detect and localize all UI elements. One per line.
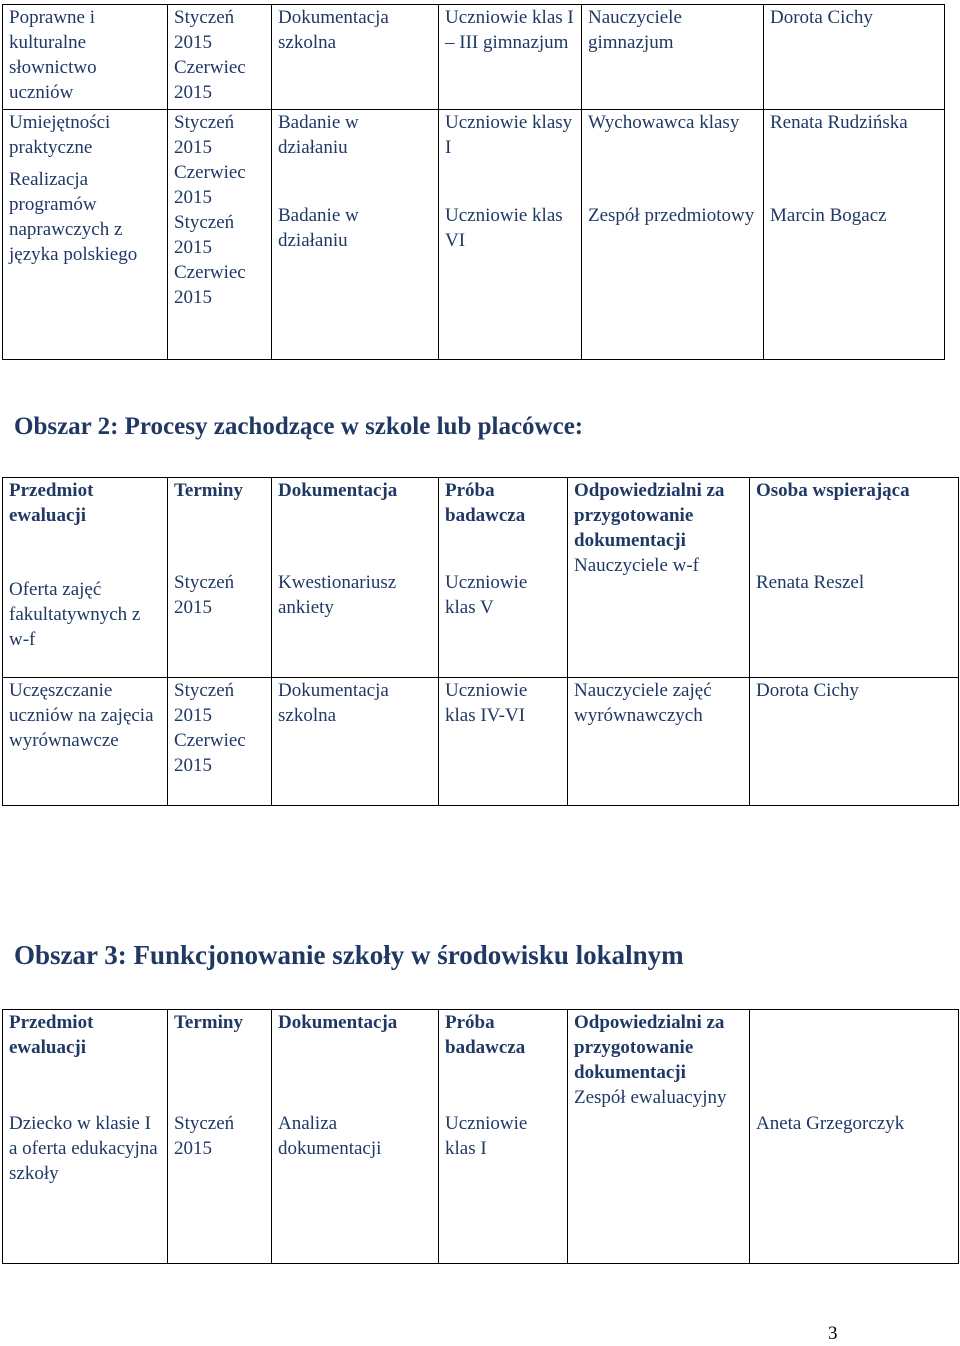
support-cell: Dorota Cichy bbox=[750, 678, 959, 806]
responsible-cell: Odpowiedzialni za przygotowanie dokumentacji Zespół ewaluacyjny bbox=[568, 1010, 750, 1264]
support-cell: Renata Rudzińska Marcin Bogacz bbox=[764, 110, 945, 360]
subject-cell: Umiejętności praktyczne Realizacja programów naprawczych z języka polskiego bbox=[3, 110, 168, 360]
documentation-cell: Dokumentacja szkolna bbox=[272, 678, 439, 806]
subject-cell: Uczęszczanie uczniów na zajęcia wyrównawcze bbox=[3, 678, 168, 806]
table-row bbox=[3, 1010, 959, 1264]
table-header-row bbox=[3, 478, 959, 678]
evaluation-table-area3 bbox=[2, 1009, 959, 1264]
terms-cell: Styczeń 2015 Czerwiec 2015 bbox=[168, 5, 272, 110]
support-cell: Aneta Grzegorczyk bbox=[750, 1010, 959, 1264]
subject-cell: Przedmiot ewaluacji Oferta zajęć fakultatywnych z w-f bbox=[3, 478, 168, 678]
terms-cell: Styczeń 2015 Czerwiec 2015 bbox=[168, 678, 272, 806]
evaluation-table-area2 bbox=[2, 477, 959, 806]
sample-cell: Uczniowie klasy I Uczniowie klas VI bbox=[439, 110, 582, 360]
table-row bbox=[3, 678, 959, 806]
sample-cell: Próba badawcza Uczniowie klas V bbox=[439, 478, 568, 678]
area2-title: Obszar 2: Procesy zachodzące w szkole lub placówce: bbox=[14, 413, 584, 440]
sample-cell: Uczniowie klas I – III gimnazjum bbox=[439, 5, 582, 110]
table-row bbox=[3, 5, 945, 110]
documentation-cell: Dokumentacja Kwestionariusz ankiety bbox=[272, 478, 439, 678]
area3-title: Obszar 3: Funkcjonowanie szkoły w środowisku lokalnym bbox=[14, 940, 684, 970]
sample-cell: Próba badawcza Uczniowie klas I bbox=[439, 1010, 568, 1264]
terms-cell: Terminy Styczeń 2015 bbox=[168, 478, 272, 678]
documentation-cell: Dokumentacja Analiza dokumentacji bbox=[272, 1010, 439, 1264]
page-number: 3 bbox=[828, 1323, 838, 1344]
sample-cell: Uczniowie klas IV-VI bbox=[439, 678, 568, 806]
responsible-cell: Nauczyciele zajęć wyrównawczych bbox=[568, 678, 750, 806]
responsible-cell: Wychowawca klasy Zespół przedmiotowy bbox=[582, 110, 764, 360]
terms-cell: Styczeń 2015 Czerwiec 2015 Styczeń 2015 Czerwiec 2015 bbox=[168, 110, 272, 360]
table-row bbox=[3, 110, 945, 360]
evaluation-table-area1 bbox=[2, 4, 945, 360]
responsible-cell: Nauczyciele gimnazjum bbox=[582, 5, 764, 110]
subject-cell: Poprawne i kulturalne słownictwo uczniów bbox=[3, 5, 168, 110]
subject-cell: Przedmiot ewaluacji Dziecko w klasie I a oferta edukacyjna szkoły bbox=[3, 1010, 168, 1264]
support-cell: Osoba wspierająca Renata Reszel bbox=[750, 478, 959, 678]
responsible-cell: Odpowiedzialni za przygotowanie dokumentacji Nauczyciele w-f bbox=[568, 478, 750, 678]
documentation-cell: Dokumentacja szkolna bbox=[272, 5, 439, 110]
documentation-cell: Badanie w działaniu Badanie w działaniu bbox=[272, 110, 439, 360]
support-cell: Dorota Cichy bbox=[764, 5, 945, 110]
terms-cell: Terminy Styczeń 2015 bbox=[168, 1010, 272, 1264]
